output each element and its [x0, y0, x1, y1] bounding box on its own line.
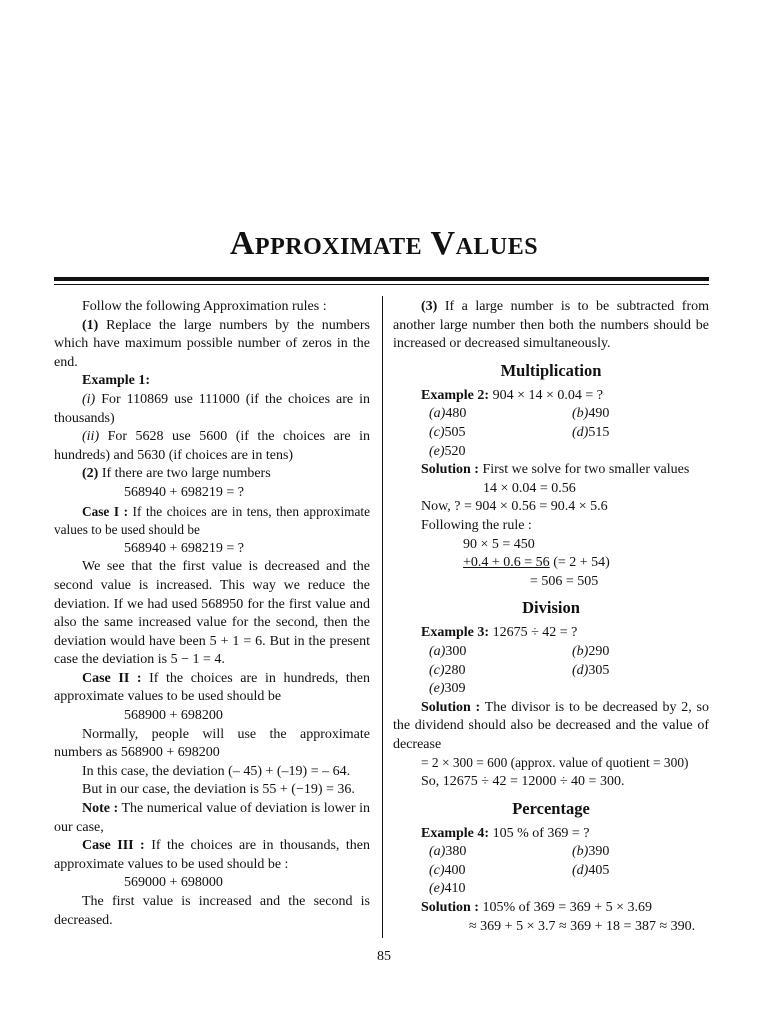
example-3-options-row-3: [393, 680, 709, 699]
option: (e)309: [429, 681, 466, 697]
option: (a)480: [429, 406, 467, 422]
option: (a)300: [429, 643, 467, 659]
option: (b)290: [572, 643, 610, 659]
option: (d)305: [572, 662, 610, 678]
example-3-options-row-2: [393, 662, 709, 681]
multiplication-heading: Multiplication: [500, 360, 602, 380]
example-4-options-row-2: [393, 862, 709, 881]
example-2: Example 2: 904 × 14 × 0.04 = ?: [421, 387, 603, 403]
final-text: The first value is increased and the second is decreased.: [54, 894, 370, 928]
option: (e)520: [429, 443, 466, 459]
rule-2: (2) If there are two large numbers: [82, 466, 271, 482]
left-column: [54, 298, 370, 930]
option: (e)410: [429, 881, 466, 897]
page-title: Approximate Values: [229, 225, 539, 262]
percentage-heading: Percentage: [512, 798, 590, 818]
equation-1: 568940 + 698219 = ?: [124, 484, 245, 500]
option: (a)380: [429, 844, 467, 860]
option: (b)390: [572, 844, 610, 860]
example-4: Example 4: 105 % of 369 = ?: [421, 825, 590, 841]
division-heading: Division: [522, 598, 580, 618]
case-1: Case I : If the choices are in tens, then approximate values to be used should be: [54, 503, 370, 538]
solution-3-line-1: = 2 × 300 = 600 (approx. value of quotient = 300): [421, 755, 689, 771]
solution-2-line-5: +0.4 + 0.6 = 56 (= 2 + 54): [463, 555, 610, 571]
option: (b)490: [572, 406, 610, 422]
solution-2-line-3: Following the rule :: [421, 517, 532, 533]
example-3-options-row-1: [393, 643, 709, 662]
example-2-options-row-3: [393, 443, 709, 462]
solution-4-line-2: ≈ 369 + 5 × 3.7 ≈ 369 + 18 = 387 ≈ 390.: [469, 918, 696, 934]
column-divider: [382, 296, 383, 938]
deviation-this-case: In this case, the deviation (– 45) + (–19) = – 64.: [82, 763, 351, 779]
solution-2: Solution : First we solve for two smaller values: [421, 462, 690, 478]
equation-4: 569000 + 698000: [124, 875, 223, 891]
deviation-our-case: But in our case, the deviation is 55 + (−19) = 36.: [82, 782, 355, 798]
case-2: Case II : If the choices are in hundreds, then approximate values to be used should be: [54, 670, 370, 705]
rule-1: (1) Replace the large numbers by the numbers which have maximum possible number of zeros in the end.: [54, 317, 370, 370]
intro-text: Follow the following Approximation rules :: [82, 299, 327, 314]
option: (c)400: [429, 862, 466, 878]
option: (c)505: [429, 424, 466, 440]
solution-2-line-4: 90 × 5 = 450: [463, 536, 535, 552]
solution-3-line-2: So, 12675 ÷ 42 = 12000 ÷ 40 = 300.: [421, 774, 625, 790]
solution-2-line-2: Now, ? = 904 × 0.56 = 90.4 × 5.6: [421, 499, 608, 515]
option: (c)280: [429, 662, 466, 678]
title-rule-thin: [54, 284, 709, 285]
rule-3: (3) If a large number is to be subtracted from another large number then both the numbers should be increased or decreased simultaneously.: [393, 299, 709, 352]
case-3: Case III : If the choices are in thousands, then approximate values to be used should be :: [54, 838, 370, 872]
solution-2-line-1: 14 × 0.04 = 0.56: [483, 480, 576, 496]
title-rule-thick: [54, 277, 709, 281]
normally-text: Normally, people will use the approximate numbers as 568900 + 698200: [54, 726, 370, 761]
option: (d)405: [572, 862, 610, 878]
example-3: Example 3: 12675 ÷ 42 = ?: [421, 625, 578, 641]
example-4-options-row-1: [393, 843, 709, 862]
page-number: 85: [377, 949, 391, 964]
equation-3: 568900 + 698200: [124, 708, 223, 724]
example-1-heading: Example 1:: [82, 373, 151, 389]
example-4-options-row-3: [393, 880, 709, 899]
right-column: [393, 298, 709, 936]
solution-4: Solution : 105% of 369 = 369 + 5 × 3.69: [421, 900, 652, 916]
example-2-options-row-2: [393, 424, 709, 443]
example-1-ii: (ii) For 5628 use 5600 (if the choices are in hundreds) and 5630 (if choices are in tens): [54, 429, 370, 463]
solution-3: Solution : The divisor is to be decreased by 2, so the dividend should also be decreased and the value of decrease: [393, 699, 709, 752]
example-2-options-row-1: [393, 405, 709, 424]
example-1-i: (i) For 110869 use 111000 (if the choices are in thousands): [54, 391, 370, 426]
option: (d)515: [572, 424, 610, 440]
equation-2: 568940 + 698219 = ?: [124, 540, 245, 556]
solution-2-line-6: = 506 = 505: [530, 573, 599, 589]
note: Note : The numerical value of deviation is lower in our case,: [54, 801, 370, 835]
deviation-paragraph: We see that the first value is decreased and the second value is increased. This way we reduce the deviation. If we had used 568950 for the first value and also the same increased value for the second, then the deviation would have been 5 + 1 = 6. But in the present case the deviation is 5 − 1 = 4.: [54, 559, 370, 668]
